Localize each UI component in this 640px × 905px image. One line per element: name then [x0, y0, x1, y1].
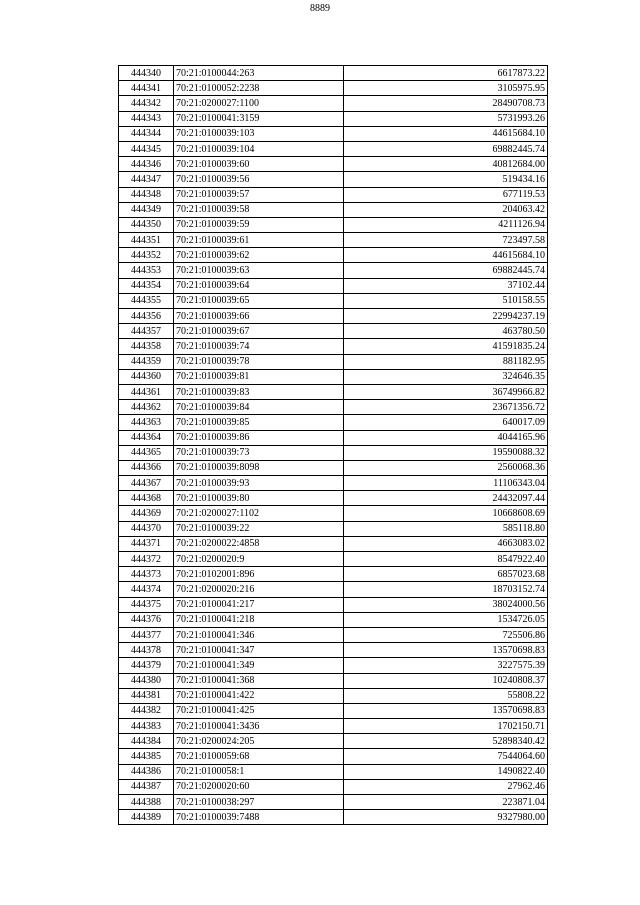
table-row [119, 309, 548, 324]
cadastral-number-cell: 70:21:0100039:67 [174, 324, 344, 339]
table-row [119, 430, 548, 445]
row-number-cell: 444353 [119, 263, 174, 278]
row-number-cell: 444363 [119, 415, 174, 430]
table-row [119, 627, 548, 642]
table-row [119, 764, 548, 779]
table-row [119, 597, 548, 612]
table-row [119, 779, 548, 794]
cadastral-number-cell: 70:21:0100039:62 [174, 248, 344, 263]
cadastral-number-cell: 70:21:0100039:60 [174, 157, 344, 172]
cadastral-number-cell: 70:21:0200027:1102 [174, 506, 344, 521]
cadastral-number-cell: 70:21:0200027:1100 [174, 96, 344, 111]
row-number-cell: 444370 [119, 521, 174, 536]
cadastral-number-cell: 70:21:0100039:86 [174, 430, 344, 445]
cadastral-value-cell: 4044165.96 [344, 430, 548, 445]
cadastral-value-cell: 1702150.71 [344, 719, 548, 734]
cadastral-value-cell: 69882445.74 [344, 141, 548, 156]
row-number-cell: 444369 [119, 506, 174, 521]
cadastral-number-cell: 70:21:0100041:3159 [174, 111, 344, 126]
cadastral-number-cell: 70:21:0200020:60 [174, 779, 344, 794]
cadastral-number-cell: 70:21:0200024:205 [174, 734, 344, 749]
row-number-cell: 444352 [119, 248, 174, 263]
cadastral-number-cell: 70:21:0100039:63 [174, 263, 344, 278]
cadastral-number-cell: 70:21:0100039:84 [174, 400, 344, 415]
cadastral-value-cell: 24432097.44 [344, 491, 548, 506]
table-row [119, 141, 548, 156]
cadastral-number-cell: 70:21:0200020:216 [174, 582, 344, 597]
cadastral-number-cell: 70:21:0100039:56 [174, 172, 344, 187]
table-row [119, 703, 548, 718]
cadastral-value-cell: 41591835.24 [344, 339, 548, 354]
cadastral-number-cell: 70:21:0100039:74 [174, 339, 344, 354]
row-number-cell: 444371 [119, 536, 174, 551]
table-row [119, 658, 548, 673]
cadastral-value-cell: 1490822.40 [344, 764, 548, 779]
cadastral-value-table [118, 65, 548, 825]
cadastral-value-cell: 36749966.82 [344, 384, 548, 399]
cadastral-value-cell: 52898340.42 [344, 734, 548, 749]
row-number-cell: 444350 [119, 217, 174, 232]
row-number-cell: 444388 [119, 795, 174, 810]
cadastral-number-cell: 70:21:0100041:425 [174, 703, 344, 718]
table-row [119, 172, 548, 187]
cadastral-number-cell: 70:21:0100039:80 [174, 491, 344, 506]
table-row [119, 187, 548, 202]
table-row [119, 202, 548, 217]
cadastral-number-cell: 70:21:0100039:85 [174, 415, 344, 430]
table-row [119, 476, 548, 491]
row-number-cell: 444374 [119, 582, 174, 597]
row-number-cell: 444351 [119, 233, 174, 248]
row-number-cell: 444373 [119, 567, 174, 582]
cadastral-value-cell: 23671356.72 [344, 400, 548, 415]
row-number-cell: 444346 [119, 157, 174, 172]
row-number-cell: 444378 [119, 643, 174, 658]
table-body [119, 66, 548, 825]
cadastral-number-cell: 70:21:0100044:263 [174, 66, 344, 81]
cadastral-value-cell: 677119.53 [344, 187, 548, 202]
cadastral-value-cell: 3227575.39 [344, 658, 548, 673]
row-number-cell: 444382 [119, 703, 174, 718]
row-number-cell: 444368 [119, 491, 174, 506]
row-number-cell: 444365 [119, 445, 174, 460]
table-row [119, 552, 548, 567]
row-number-cell: 444341 [119, 81, 174, 96]
cadastral-value-cell: 38024000.56 [344, 597, 548, 612]
row-number-cell: 444342 [119, 96, 174, 111]
table-row [119, 567, 548, 582]
cadastral-number-cell: 70:21:0200020:9 [174, 552, 344, 567]
row-number-cell: 444364 [119, 430, 174, 445]
cadastral-number-cell: 70:21:0100039:104 [174, 141, 344, 156]
cadastral-number-cell: 70:21:0100039:65 [174, 293, 344, 308]
row-number-cell: 444343 [119, 111, 174, 126]
row-number-cell: 444340 [119, 66, 174, 81]
cadastral-value-cell: 28490708.73 [344, 96, 548, 111]
cadastral-value-cell: 55808.22 [344, 688, 548, 703]
cadastral-number-cell: 70:21:0100059:68 [174, 749, 344, 764]
cadastral-value-cell: 6617873.22 [344, 66, 548, 81]
row-number-cell: 444361 [119, 384, 174, 399]
row-number-cell: 444383 [119, 719, 174, 734]
table-row [119, 415, 548, 430]
cadastral-value-cell: 10240808.37 [344, 673, 548, 688]
row-number-cell: 444366 [119, 460, 174, 475]
cadastral-number-cell: 70:21:0102001:896 [174, 567, 344, 582]
cadastral-number-cell: 70:21:0100041:347 [174, 643, 344, 658]
cadastral-value-cell: 11106343.04 [344, 476, 548, 491]
table-row [119, 81, 548, 96]
cadastral-number-cell: 70:21:0100041:368 [174, 673, 344, 688]
row-number-cell: 444387 [119, 779, 174, 794]
table-row [119, 734, 548, 749]
table-row [119, 233, 548, 248]
row-number-cell: 444389 [119, 810, 174, 825]
cadastral-number-cell: 70:21:0100039:73 [174, 445, 344, 460]
row-number-cell: 444359 [119, 354, 174, 369]
table-row [119, 278, 548, 293]
row-number-cell: 444347 [119, 172, 174, 187]
cadastral-value-cell: 463780.50 [344, 324, 548, 339]
cadastral-number-cell: 70:21:0100039:83 [174, 384, 344, 399]
cadastral-number-cell: 70:21:0100039:22 [174, 521, 344, 536]
table-row [119, 354, 548, 369]
cadastral-number-cell: 70:21:0100039:66 [174, 309, 344, 324]
cadastral-value-cell: 1534726.05 [344, 612, 548, 627]
cadastral-value-cell: 18703152.74 [344, 582, 548, 597]
cadastral-number-cell: 70:21:0100039:81 [174, 369, 344, 384]
cadastral-value-cell: 3105975.95 [344, 81, 548, 96]
row-number-cell: 444379 [119, 658, 174, 673]
cadastral-value-cell: 2560068.36 [344, 460, 548, 475]
cadastral-value-cell: 223871.04 [344, 795, 548, 810]
cadastral-number-cell: 70:21:0100038:297 [174, 795, 344, 810]
cadastral-number-cell: 70:21:0100041:3436 [174, 719, 344, 734]
cadastral-value-cell: 7544064.60 [344, 749, 548, 764]
cadastral-number-cell: 70:21:0100052:2238 [174, 81, 344, 96]
row-number-cell: 444372 [119, 552, 174, 567]
cadastral-number-cell: 70:21:0100039:103 [174, 126, 344, 141]
cadastral-number-cell: 70:21:0100039:64 [174, 278, 344, 293]
table-row [119, 506, 548, 521]
cadastral-value-cell: 22994237.19 [344, 309, 548, 324]
table-row [119, 749, 548, 764]
table-row [119, 582, 548, 597]
table-row [119, 66, 548, 81]
table-row [119, 248, 548, 263]
table-row [119, 369, 548, 384]
cadastral-value-cell: 723497.58 [344, 233, 548, 248]
cadastral-number-cell: 70:21:0100039:78 [174, 354, 344, 369]
cadastral-number-cell: 70:21:0100039:93 [174, 476, 344, 491]
table-row [119, 293, 548, 308]
table-row [119, 673, 548, 688]
cadastral-value-cell: 5731993.26 [344, 111, 548, 126]
row-number-cell: 444354 [119, 278, 174, 293]
cadastral-value-cell: 10668608.69 [344, 506, 548, 521]
cadastral-number-cell: 70:21:0100041:422 [174, 688, 344, 703]
cadastral-value-cell: 4211126.94 [344, 217, 548, 232]
table-row [119, 400, 548, 415]
row-number-cell: 444367 [119, 476, 174, 491]
row-number-cell: 444360 [119, 369, 174, 384]
row-number-cell: 444355 [119, 293, 174, 308]
cadastral-value-cell: 27962.46 [344, 779, 548, 794]
cadastral-value-cell: 324646.35 [344, 369, 548, 384]
cadastral-number-cell: 70:21:0100039:7488 [174, 810, 344, 825]
cadastral-value-cell: 519434.16 [344, 172, 548, 187]
row-number-cell: 444356 [119, 309, 174, 324]
row-number-cell: 444384 [119, 734, 174, 749]
row-number-cell: 444380 [119, 673, 174, 688]
table-row [119, 521, 548, 536]
cadastral-number-cell: 70:21:0100058:1 [174, 764, 344, 779]
row-number-cell: 444376 [119, 612, 174, 627]
cadastral-number-cell: 70:21:0100039:59 [174, 217, 344, 232]
row-number-cell: 444386 [119, 764, 174, 779]
table-row [119, 384, 548, 399]
row-number-cell: 444348 [119, 187, 174, 202]
table-row [119, 688, 548, 703]
cadastral-value-cell: 44615684.10 [344, 248, 548, 263]
table-row [119, 157, 548, 172]
cadastral-value-cell: 13570698.83 [344, 643, 548, 658]
cadastral-value-cell: 4663083.02 [344, 536, 548, 551]
cadastral-number-cell: 70:21:0100041:346 [174, 627, 344, 642]
cadastral-value-cell: 9327980.00 [344, 810, 548, 825]
row-number-cell: 444385 [119, 749, 174, 764]
row-number-cell: 444381 [119, 688, 174, 703]
row-number-cell: 444375 [119, 597, 174, 612]
cadastral-value-cell: 37102.44 [344, 278, 548, 293]
table-row [119, 339, 548, 354]
cadastral-number-cell: 70:21:0100039:8098 [174, 460, 344, 475]
row-number-cell: 444362 [119, 400, 174, 415]
table-row [119, 612, 548, 627]
row-number-cell: 444358 [119, 339, 174, 354]
cadastral-number-cell: 70:21:0100039:57 [174, 187, 344, 202]
cadastral-value-cell: 881182.95 [344, 354, 548, 369]
cadastral-value-cell: 725506.86 [344, 627, 548, 642]
table-row [119, 217, 548, 232]
row-number-cell: 444349 [119, 202, 174, 217]
cadastral-number-cell: 70:21:0100041:349 [174, 658, 344, 673]
cadastral-value-cell: 640017.09 [344, 415, 548, 430]
table-row [119, 719, 548, 734]
table-row [119, 536, 548, 551]
page-number: 8889 [310, 3, 330, 14]
cadastral-number-cell: 70:21:0100041:217 [174, 597, 344, 612]
cadastral-value-cell: 69882445.74 [344, 263, 548, 278]
cadastral-number-cell: 70:21:0200022:4858 [174, 536, 344, 551]
table-row [119, 795, 548, 810]
cadastral-number-cell: 70:21:0100039:61 [174, 233, 344, 248]
cadastral-value-cell: 44615684.10 [344, 126, 548, 141]
table-row [119, 445, 548, 460]
row-number-cell: 444357 [119, 324, 174, 339]
cadastral-number-cell: 70:21:0100041:218 [174, 612, 344, 627]
cadastral-value-cell: 13570698.83 [344, 703, 548, 718]
cadastral-value-cell: 6857023.68 [344, 567, 548, 582]
table-row [119, 491, 548, 506]
table-row [119, 126, 548, 141]
table-row [119, 263, 548, 278]
table-row [119, 96, 548, 111]
row-number-cell: 444345 [119, 141, 174, 156]
table-row [119, 324, 548, 339]
row-number-cell: 444377 [119, 627, 174, 642]
cadastral-value-cell: 19590088.32 [344, 445, 548, 460]
table-row [119, 460, 548, 475]
cadastral-value-cell: 510158.55 [344, 293, 548, 308]
row-number-cell: 444344 [119, 126, 174, 141]
table-row [119, 810, 548, 825]
cadastral-value-cell: 585118.80 [344, 521, 548, 536]
cadastral-value-cell: 40812684.00 [344, 157, 548, 172]
cadastral-number-cell: 70:21:0100039:58 [174, 202, 344, 217]
table-row [119, 111, 548, 126]
cadastral-value-cell: 204063.42 [344, 202, 548, 217]
cadastral-value-cell: 8547922.40 [344, 552, 548, 567]
table-row [119, 643, 548, 658]
